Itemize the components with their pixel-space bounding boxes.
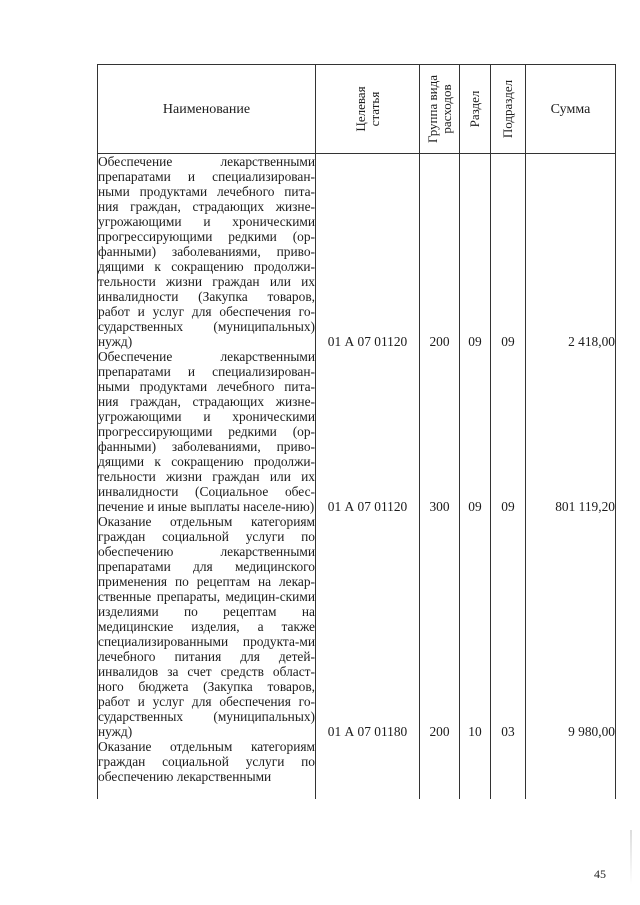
row-expense-group: 200 [420, 154, 460, 350]
row-section [460, 739, 491, 799]
table-row [98, 349, 616, 514]
table-row [98, 154, 616, 350]
row-section: 10 [460, 514, 491, 739]
row-subsection: 09 [491, 154, 526, 350]
header-expense-group-line1: Группа вида [424, 75, 440, 143]
row-sum [526, 739, 616, 799]
row-sum: 9 980,00 [526, 514, 616, 739]
header-target-article-line2: статья [366, 91, 382, 127]
row-subsection: 09 [491, 349, 526, 514]
row-target-article: 01 А 07 01120 [316, 349, 420, 514]
row-subsection [491, 739, 526, 799]
table-row [98, 514, 616, 739]
header-expense-group [420, 65, 460, 154]
header-target-article [316, 65, 420, 154]
row-name: Оказание отдельным категориям граждан социальной услуги по обеспечению лекарственными препаратами для медицинского применения по рецептам на лекар-ственные препараты, медицин-скими изделиями по рецептам на медицинские изделия, а также специализированными продукта-ми лечебного питания для детей-инвалидов за счет средств област-ного бюджета (Закупка товаров, работ и услуг для обеспечения го-сударственных (муниципальных) нужд) [98, 514, 315, 739]
row-sum: 2 418,00 [526, 154, 616, 350]
row-name: Оказание отдельным категориям граждан социальной услуги по обеспечению лекарственными [98, 739, 316, 799]
header-subsection [491, 65, 526, 154]
row-sum: 801 119,20 [526, 349, 616, 514]
header-section [460, 65, 491, 154]
row-section: 09 [460, 349, 491, 514]
budget-table [97, 64, 616, 799]
header-expense-group-line2: расходов [438, 84, 454, 134]
row-name: Обеспечение лекарственными препаратами и специализирован-ными продуктами лечебного пита-ния граждан, страдающих жизне-угрожающими и хроническими прогрессирующими редкими (ор-фанными) заболеваниями, приво-дящими к сокращению продолжи-тельности жизни граждан или их инвалидности (Закупка товаров, работ и услуг для обеспечения го-сударственных (муниципальных) нужд) [98, 154, 315, 349]
header-section-label: Раздел [467, 90, 482, 128]
row-target-article [316, 739, 420, 799]
row-name: Обеспечение лекарственными препаратами и специализирован-ными продуктами лечебного пита-ния граждан, страдающих жизне-угрожающими и хроническими прогрессирующими редкими (ор-фанными) заболеваниями, приво-дящими к сокращению продолжи-тельности жизни граждан или их инвалидности (Социальное обес-печение и иные выплаты населе-нию) [98, 349, 315, 514]
header-name: Наименование [98, 65, 316, 154]
header-subsection-label: Подраздел [500, 79, 515, 139]
header-target-article-line1: Целевая [352, 86, 368, 132]
row-target-article: 01 А 07 01180 [316, 514, 420, 739]
row-expense-group: 200 [420, 514, 460, 739]
row-expense-group: 300 [420, 349, 460, 514]
row-section: 09 [460, 154, 491, 350]
row-target-article: 01 А 07 01120 [316, 154, 420, 350]
header-sum: Сумма [526, 65, 616, 154]
page-number: 45 [594, 867, 606, 881]
table-header-row [98, 65, 616, 154]
scan-edge-mark [630, 830, 632, 885]
table-row [98, 739, 616, 799]
row-expense-group [420, 739, 460, 799]
row-subsection: 03 [491, 514, 526, 739]
